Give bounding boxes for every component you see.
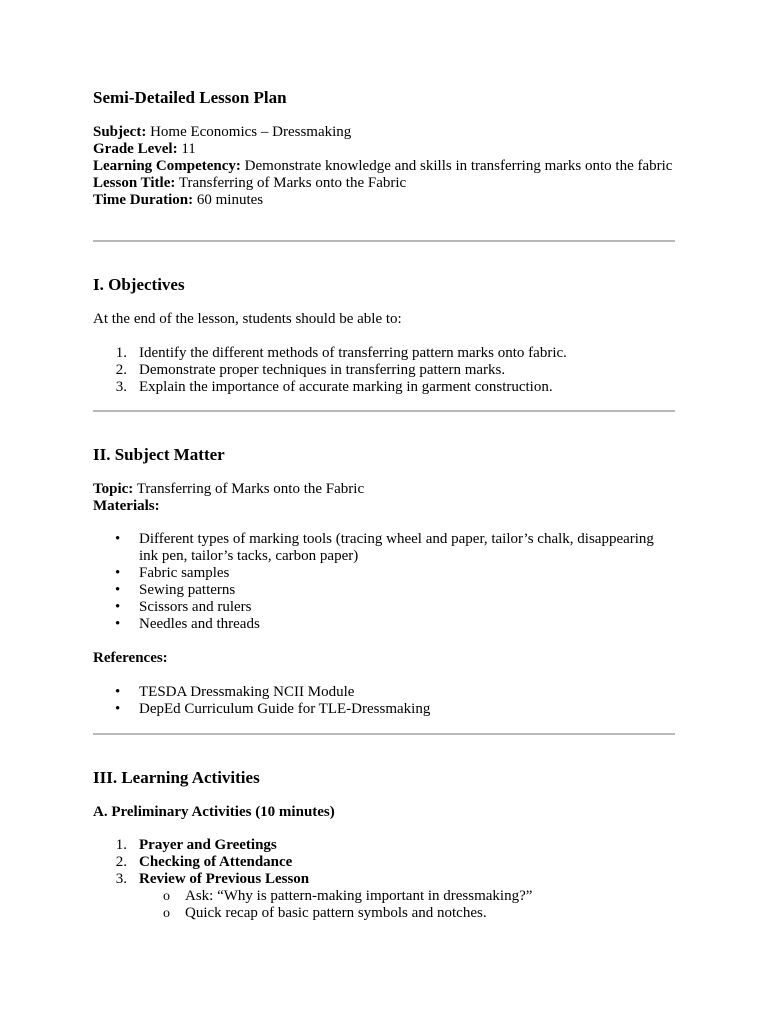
duration-line [93,192,675,209]
lesson-title-label: Lesson Title: [93,175,176,191]
list-item: • Sewing patterns [115,582,236,598]
list-item: 3. Review of Previous Lesson [115,871,310,887]
bullet-icon: • [115,582,121,598]
lesson-title-value: Transferring of Marks onto the Fabric [178,175,407,191]
document-title: Semi-Detailed Lesson Plan [93,88,287,107]
list-item: • TESDA Dressmaking NCII Module [115,684,355,700]
bullet-icon: • [115,701,121,717]
grade-line [93,141,675,158]
subject-value: Home Economics – Dressmaking [150,124,352,140]
topic-line [93,481,675,498]
list-item: • DepEd Curriculum Guide for TLE-Dressmaking [115,701,431,717]
bullet-icon: • [115,565,121,581]
list-item: o Ask: “Why is pattern-making important in dressmaking?” [163,888,533,904]
grade-label: Grade Level: [93,141,178,157]
objectives-list [93,345,675,396]
preliminary-activities-heading: A. Preliminary Activities (10 minutes) [93,804,335,820]
section-divider [93,410,675,412]
list-item: • Scissors and rulers [115,599,252,615]
list-item: o Quick recap of basic pattern symbols and notches. [163,905,487,921]
bullet-icon: • [115,599,121,615]
preliminary-activities-list [93,837,675,888]
section-divider [93,733,675,735]
list-item: • Needles and threads [115,616,260,632]
materials-label: Materials: [93,498,160,514]
subject-label: Subject: [93,124,147,140]
objectives-heading: I. Objectives [93,275,185,294]
bullet-icon: • [115,684,121,700]
list-item: 1. Identify the different methods of transferring pattern marks onto fabric. [115,345,567,361]
materials-list [93,531,675,633]
list-item: • Fabric samples [115,565,230,581]
duration-value: 60 minutes [196,192,264,208]
list-item: 2. Checking of Attendance [115,854,293,870]
topic-label: Topic: [93,481,134,497]
list-item: 2. Demonstrate proper techniques in transferring pattern marks. [115,362,506,378]
learning-activities-heading: III. Learning Activities [93,768,260,787]
subject-matter-heading: II. Subject Matter [93,445,225,464]
references-list [93,684,675,718]
bullet-icon: • [115,616,121,632]
references-label: References: [93,650,168,666]
circle-bullet-icon: o [163,906,170,921]
list-item: 3. Explain the importance of accurate marking in garment construction. [115,379,553,395]
list-item: 1. Prayer and Greetings [115,837,277,853]
section-divider [93,240,675,242]
list-item: • Different types of marking tools (tracing wheel and paper, tailor’s chalk, disappearing ink pen, tailor’s tacks, carbon paper) [115,531,654,564]
competency-label: Learning Competency: [93,158,241,174]
grade-value: 11 [181,141,196,157]
bullet-icon: • [115,531,121,547]
topic-value: Transferring of Marks onto the Fabric [136,481,365,497]
lesson-metadata [93,124,675,209]
lesson-title-line [93,175,675,192]
subject-line [93,124,675,141]
review-points-list [93,888,675,922]
circle-bullet-icon: o [163,889,170,904]
competency-value: Demonstrate knowledge and skills in transferring marks onto the fabric [244,158,673,174]
objectives-intro: At the end of the lesson, students should be able to: [93,311,402,327]
competency-line [93,158,675,175]
duration-label: Time Duration: [93,192,194,208]
